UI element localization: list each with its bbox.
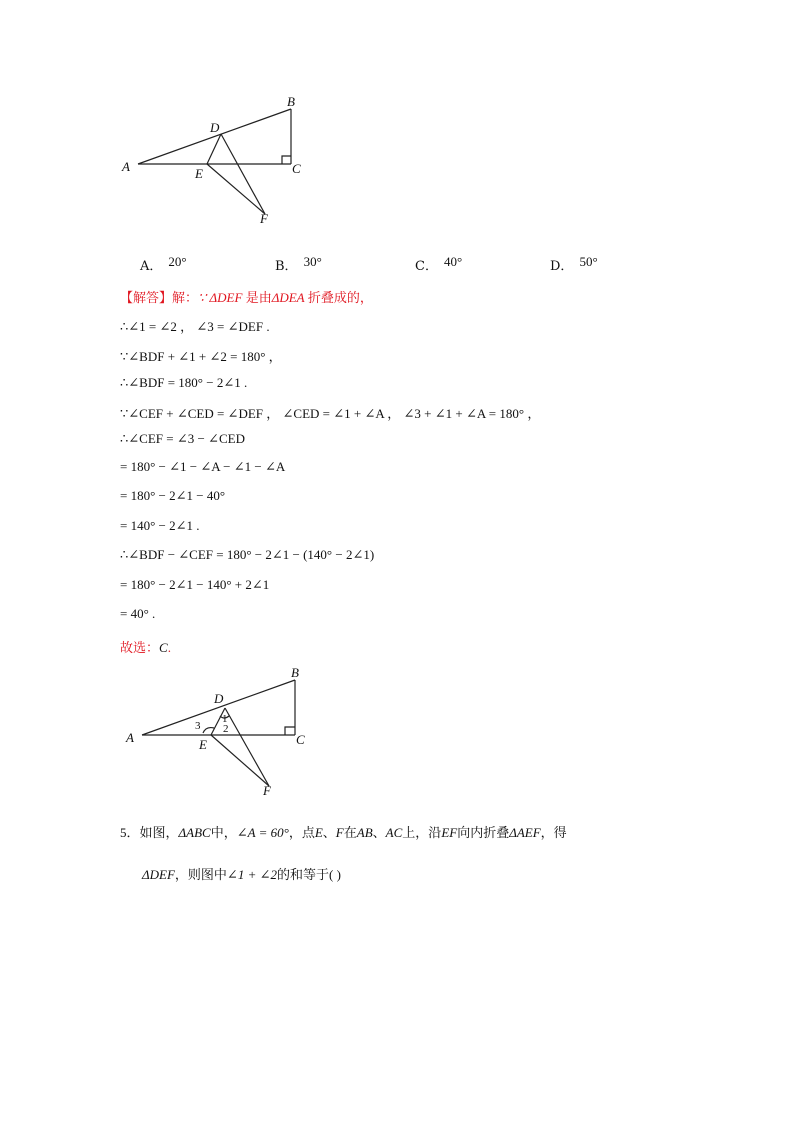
label-E-2: E [199, 737, 207, 752]
label-angle-3: 3 [195, 720, 201, 732]
label-angle-2: 2 [223, 723, 229, 735]
solution-step-11: = 40° . [120, 606, 156, 621]
question-5-line-2: ΔDEF，则图中∠1 + ∠2的和等于( ) [142, 867, 341, 882]
label-C: C [292, 161, 301, 176]
label-B: B [287, 94, 295, 109]
label-E: E [195, 166, 203, 181]
option-d: D． 50° [550, 254, 598, 274]
segment-AB-2 [142, 680, 295, 735]
solution-step-5: ∴∠CEF = ∠3 − ∠CED [120, 431, 245, 446]
solution-step-4: ∵∠CEF + ∠CED = ∠DEF ， ∠CED = ∠1 + ∠A ， ∠3 + ∠1 + ∠A = 180° ， [120, 406, 541, 421]
label-A: A [122, 159, 130, 174]
label-C-2: C [296, 732, 305, 747]
solution-choice: 故选：C. [120, 640, 171, 655]
solution-step-2: ∵∠BDF + ∠1 + ∠2 = 180° ， [120, 349, 282, 364]
segment-DF [221, 134, 265, 214]
right-angle-mark-2 [285, 727, 295, 735]
segment-EF [207, 164, 265, 214]
label-angle-1: 1 [222, 713, 228, 725]
solution-step-6: = 180° − ∠1 − ∠A − ∠1 − ∠A [120, 459, 286, 474]
question-5-line-1: 5．如图，ΔABC中，∠A = 60°，点E、F在AB、AC上，沿EF向内折叠ΔAEF，得 [120, 825, 567, 840]
label-B-2: B [291, 665, 299, 680]
segment-DF-2 [225, 708, 269, 786]
label-A-2: A [126, 730, 134, 745]
segment-AB [138, 109, 291, 164]
solution-step-10: = 180° − 2∠1 − 140° + 2∠1 [120, 577, 270, 592]
option-b: B． 30° [275, 254, 322, 274]
solution-step-3: ∴∠BDF = 180° − 2∠1 . [120, 375, 248, 390]
label-F-2: F [263, 783, 271, 798]
option-a: A． 20° [140, 254, 187, 274]
right-angle-mark [282, 156, 291, 164]
segment-EF-2 [211, 735, 269, 786]
solution-step-7: = 180° − 2∠1 − 40° [120, 488, 226, 503]
figure-2-diagram [0, 650, 800, 810]
solution-step-9: ∴∠BDF − ∠CEF = 180° − 2∠1 − (140° − 2∠1) [120, 547, 375, 562]
solution-header: 【解答】解：∵ ΔDEF 是由ΔDEA 折叠成的， [120, 290, 373, 305]
figure-1-diagram [0, 0, 800, 240]
solution-step-8: = 140° − 2∠1 . [120, 518, 200, 533]
option-c: C． 40° [415, 254, 463, 274]
label-D-2: D [214, 691, 224, 706]
label-F: F [260, 211, 268, 226]
label-D: D [210, 120, 220, 135]
solution-step-1: ∴∠1 = ∠2 ， ∠3 = ∠DEF . [120, 319, 270, 334]
